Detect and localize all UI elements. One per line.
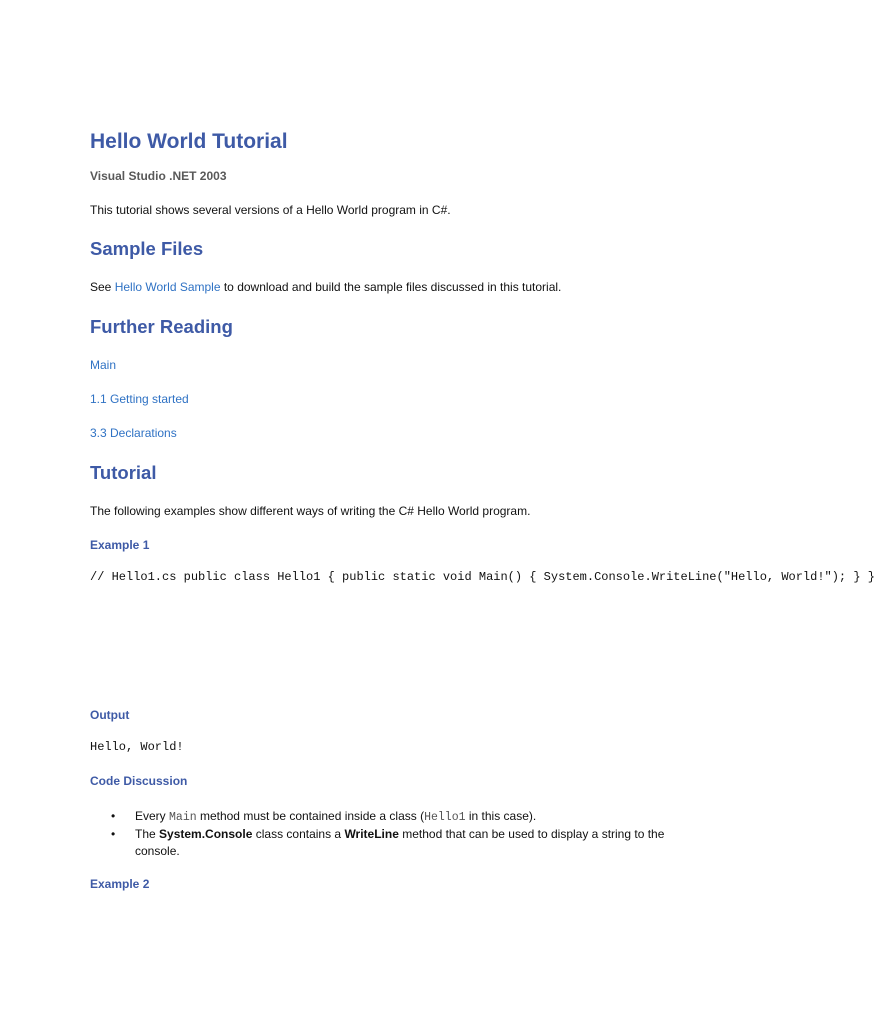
intro-paragraph: This tutorial shows several versions of a Hello World program in C#. [90,203,451,217]
sample-files-paragraph [90,280,561,294]
page-title: Hello World Tutorial [90,130,288,153]
list-item: • The System.Console class contains a WriteLine method that can be used to display a string to the console. [111,827,665,858]
code-discussion-heading: Code Discussion [90,774,188,788]
code-discussion-list [90,808,670,860]
output-heading: Output [90,708,130,722]
output-code: Hello, World! [90,740,184,754]
tutorial-intro: The following examples show different ways of writing the C# Hello World program. [90,504,531,518]
further-reading-heading: Further Reading [90,316,233,337]
example-1-code: // Hello1.cs public class Hello1 { public static void Main() { System.Console.WriteLine("Hello, World!"); } } [90,570,875,584]
inline-code-hello1: Hello1 [424,811,466,824]
bold-system-console: System.Console [159,827,253,841]
tutorial-heading: Tutorial [90,462,157,483]
bold-writeline: WriteLine [344,827,399,841]
bullet-icon: • [111,809,116,823]
inline-code-main: Main [169,811,197,824]
example-1-heading: Example 1 [90,538,150,552]
example-2-heading: Example 2 [90,877,150,891]
link-main[interactable]: Main [90,358,117,372]
sample-files-heading: Sample Files [90,238,204,259]
link-declarations[interactable]: 3.3 Declarations [90,426,177,440]
hello-world-sample-link[interactable]: Hello World Sample [114,280,221,294]
sample-files-prefix: See [90,280,115,294]
link-getting-started[interactable]: 1.1 Getting started [90,392,189,406]
bullet-icon: • [111,827,116,841]
page-subtitle: Visual Studio .NET 2003 [90,169,227,183]
sample-files-suffix: to download and build the sample files discussed in this tutorial. [220,280,562,294]
list-item: • Every Main method must be contained inside a class (Hello1 in this case). [111,809,537,824]
